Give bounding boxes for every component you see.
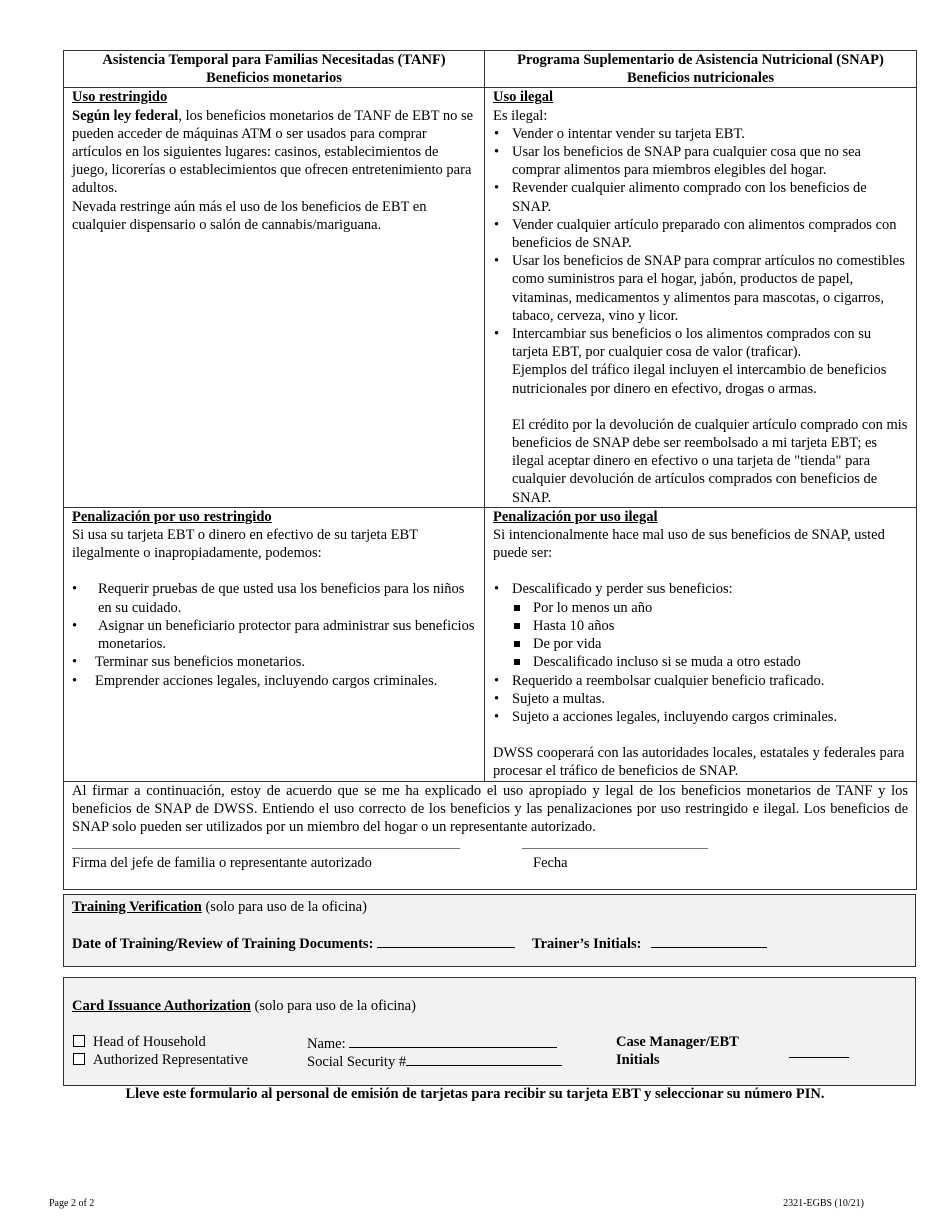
list-item: • Revender cualquier alimento comprado con los beneficios de SNAP. bbox=[493, 179, 908, 215]
name-field[interactable] bbox=[349, 1033, 557, 1048]
list-item: • Descalificado y perder sus beneficios: bbox=[493, 580, 908, 598]
head-of-household-checkbox[interactable] bbox=[73, 1035, 85, 1047]
snap-subtitle: Beneficios nutricionales bbox=[626, 70, 774, 87]
card-issuance-box bbox=[63, 977, 916, 1086]
restricted-penalty-list bbox=[72, 580, 476, 689]
tanf-header bbox=[64, 51, 485, 88]
list-item: • Sujeto a multas. bbox=[493, 690, 908, 708]
form-id: 2321-EGBS (10/21) bbox=[783, 1198, 864, 1209]
list-item: • Usar los beneficios de SNAP para comprar artículos no comestibles como suministros para el hogar, jabón, productos de papel, vitaminas, medicamentos y alimentos para mascotas, o cigarros, tabaco, cerveza, vino y licor. bbox=[493, 252, 908, 325]
page-number: Page 2 of 2 bbox=[49, 1198, 95, 1209]
card-title: Card Issuance Authorization bbox=[72, 998, 251, 1014]
footer-instruction: Lleve este formulario al personal de emisión de tarjetas para recibir su tarjeta EBT y seleccionar su número PIN. bbox=[125, 1086, 825, 1102]
list-item: • Asignar un beneficiario protector para administrar sus beneficios monetarios. bbox=[72, 617, 476, 653]
list-item: • Emprender acciones legales, incluyendo cargos criminales. bbox=[72, 672, 476, 690]
signature-field[interactable] bbox=[72, 848, 460, 849]
illegal-penalty-cell bbox=[485, 507, 917, 781]
illegal-penalty-list bbox=[493, 580, 908, 726]
training-date-field[interactable] bbox=[377, 933, 515, 948]
head-of-household-option[interactable] bbox=[73, 1033, 206, 1051]
case-manager-label-line1: Case Manager/EBT bbox=[616, 1034, 739, 1050]
list-item: • Vender o intentar vender su tarjeta EBT. bbox=[493, 125, 908, 143]
list-item: • Requerir pruebas de que usted usa los beneficios para los niños en su cuidado. bbox=[72, 580, 476, 616]
case-manager-label bbox=[616, 1033, 739, 1069]
illegal-use-list bbox=[493, 125, 908, 507]
list-item: • Requerido a reembolsar cualquier beneficio traficado. bbox=[493, 672, 908, 690]
illegal-use-cell bbox=[485, 88, 917, 507]
list-item bbox=[493, 325, 908, 507]
date-label: Fecha bbox=[533, 855, 568, 872]
restricted-use-heading: Uso restringido bbox=[72, 89, 168, 106]
case-manager-initials-field[interactable] bbox=[789, 1057, 849, 1058]
list-item: Hasta 10 años bbox=[493, 617, 908, 635]
illegal-penalty-heading: Penalización por uso ilegal bbox=[493, 508, 658, 525]
trainer-initials-field[interactable] bbox=[651, 933, 767, 948]
training-title-line bbox=[72, 898, 367, 916]
trainer-initials-label: Trainer’s Initials: bbox=[532, 936, 642, 952]
snap-header bbox=[485, 51, 917, 88]
illegal-use-heading: Uso ilegal bbox=[493, 89, 554, 106]
training-office-only: (solo para uso de la oficina) bbox=[201, 899, 367, 915]
agreement-text: Al firmar a continuación, estoy de acuerdo que se me ha explicado el uso apropiado y legal de los beneficios monetarios de TANF y los beneficios de SNAP de DWSS. Entiendo el uso correcto de los beneficios y las penalizaciones por uso restringido e ilegal. Los beneficios de SNAP solo pueden ser utilizados por un miembro del hogar o un representante autorizado. bbox=[72, 782, 908, 835]
ssn-field[interactable] bbox=[406, 1051, 562, 1066]
dwss-cooperation-note: DWSS cooperará con las autoridades locales, estatales y federales para procesar el tráfico de beneficios de SNAP. bbox=[493, 745, 905, 780]
illegal-use-intro: Es ilegal: bbox=[493, 107, 548, 124]
training-fields-line bbox=[72, 933, 767, 953]
training-date-label: Date of Training/Review of Training Documents: bbox=[72, 936, 374, 952]
federal-law-text: , los beneficios monetarios de TANF de EBT no se pueden acceder de máquinas ATM o ser usados para comprar artículos en los siguientes lugares: casinos, establecimientos de juego, licorerías o establecimientos que ofrecen entretenimiento para adultos. bbox=[72, 107, 474, 197]
name-label: Name: bbox=[307, 1036, 346, 1052]
penalty-row bbox=[64, 507, 917, 781]
federal-law-paragraph bbox=[72, 107, 476, 198]
authorized-rep-label: Authorized Representative bbox=[93, 1052, 249, 1068]
training-title: Training Verification bbox=[72, 899, 202, 915]
authorized-rep-checkbox[interactable] bbox=[73, 1053, 85, 1065]
restricted-penalty-cell bbox=[64, 507, 485, 781]
case-manager-label-line2: Initials bbox=[616, 1052, 660, 1069]
list-item: • Usar los beneficios de SNAP para cualquier cosa que no sea comprar alimentos para miembros elegibles del hogar. bbox=[493, 143, 908, 179]
restricted-penalty-intro: Si usa su tarjeta EBT o dinero en efectivo de su tarjeta EBT ilegalmente o inapropiadamente, podemos: bbox=[72, 527, 418, 562]
card-title-line bbox=[72, 997, 416, 1015]
signature-row bbox=[72, 842, 908, 882]
list-item: De por vida bbox=[493, 635, 908, 653]
trafficking-examples: Ejemplos del tráfico ilegal incluyen el intercambio de beneficios nutricionales por dinero en efectivo, drogas o armas. bbox=[512, 362, 887, 397]
ssn-label: Social Security # bbox=[307, 1054, 407, 1070]
illegal-penalty-intro: Si intencionalmente hace mal uso de sus beneficios de SNAP, usted puede ser: bbox=[493, 527, 885, 562]
training-verification-box bbox=[63, 894, 916, 967]
benefits-rules-table bbox=[63, 50, 917, 890]
date-field[interactable] bbox=[522, 848, 708, 849]
agreement-row bbox=[64, 781, 917, 889]
list-item: Descalificado incluso si se muda a otro estado bbox=[493, 653, 908, 671]
list-item: • Sujeto a acciones legales, incluyendo cargos criminales. bbox=[493, 708, 908, 726]
restricted-penalty-heading: Penalización por uso restringido bbox=[72, 508, 272, 525]
usage-row bbox=[64, 88, 917, 507]
agreement-cell bbox=[64, 781, 917, 889]
signature-label: Firma del jefe de familia o representante autorizado bbox=[72, 855, 372, 872]
card-office-only: (solo para uso de la oficina) bbox=[250, 998, 416, 1014]
restricted-use-cell bbox=[64, 88, 485, 507]
federal-law-bold: Según ley federal bbox=[72, 107, 179, 124]
trafficking-item-text: • Intercambiar sus beneficios o los alimentos comprados con su tarjeta EBT, por cualquier cosa de valor (traficar). bbox=[512, 326, 872, 361]
list-item: • Vender cualquier artículo preparado con alimentos comprados con beneficios de SNAP. bbox=[493, 216, 908, 252]
table-header-row bbox=[64, 51, 917, 88]
nevada-paragraph: Nevada restringe aún más el uso de los beneficios de EBT en cualquier dispensario o salón de cannabis/mariguana. bbox=[72, 198, 427, 233]
ssn-line bbox=[307, 1051, 562, 1071]
head-of-household-label: Head of Household bbox=[93, 1034, 206, 1050]
snap-title: Programa Suplementario de Asistencia Nutricional (SNAP) bbox=[517, 52, 884, 68]
list-item: Por lo menos un año bbox=[493, 599, 908, 617]
credit-return-note: El crédito por la devolución de cualquier artículo comprado con mis beneficios de SNAP debe ser reembolsado a mi tarjeta EBT; es ilegal aceptar dinero en efectivo o una tarjeta de "tienda" para cualquier devolución de artículos comprados con beneficios de SNAP. bbox=[512, 416, 908, 506]
list-item: • Terminar sus beneficios monetarios. bbox=[72, 653, 476, 671]
tanf-title: Asistencia Temporal para Familias Necesitadas (TANF) bbox=[102, 52, 446, 68]
authorized-rep-option[interactable] bbox=[73, 1051, 248, 1069]
tanf-subtitle: Beneficios monetarios bbox=[206, 70, 342, 87]
